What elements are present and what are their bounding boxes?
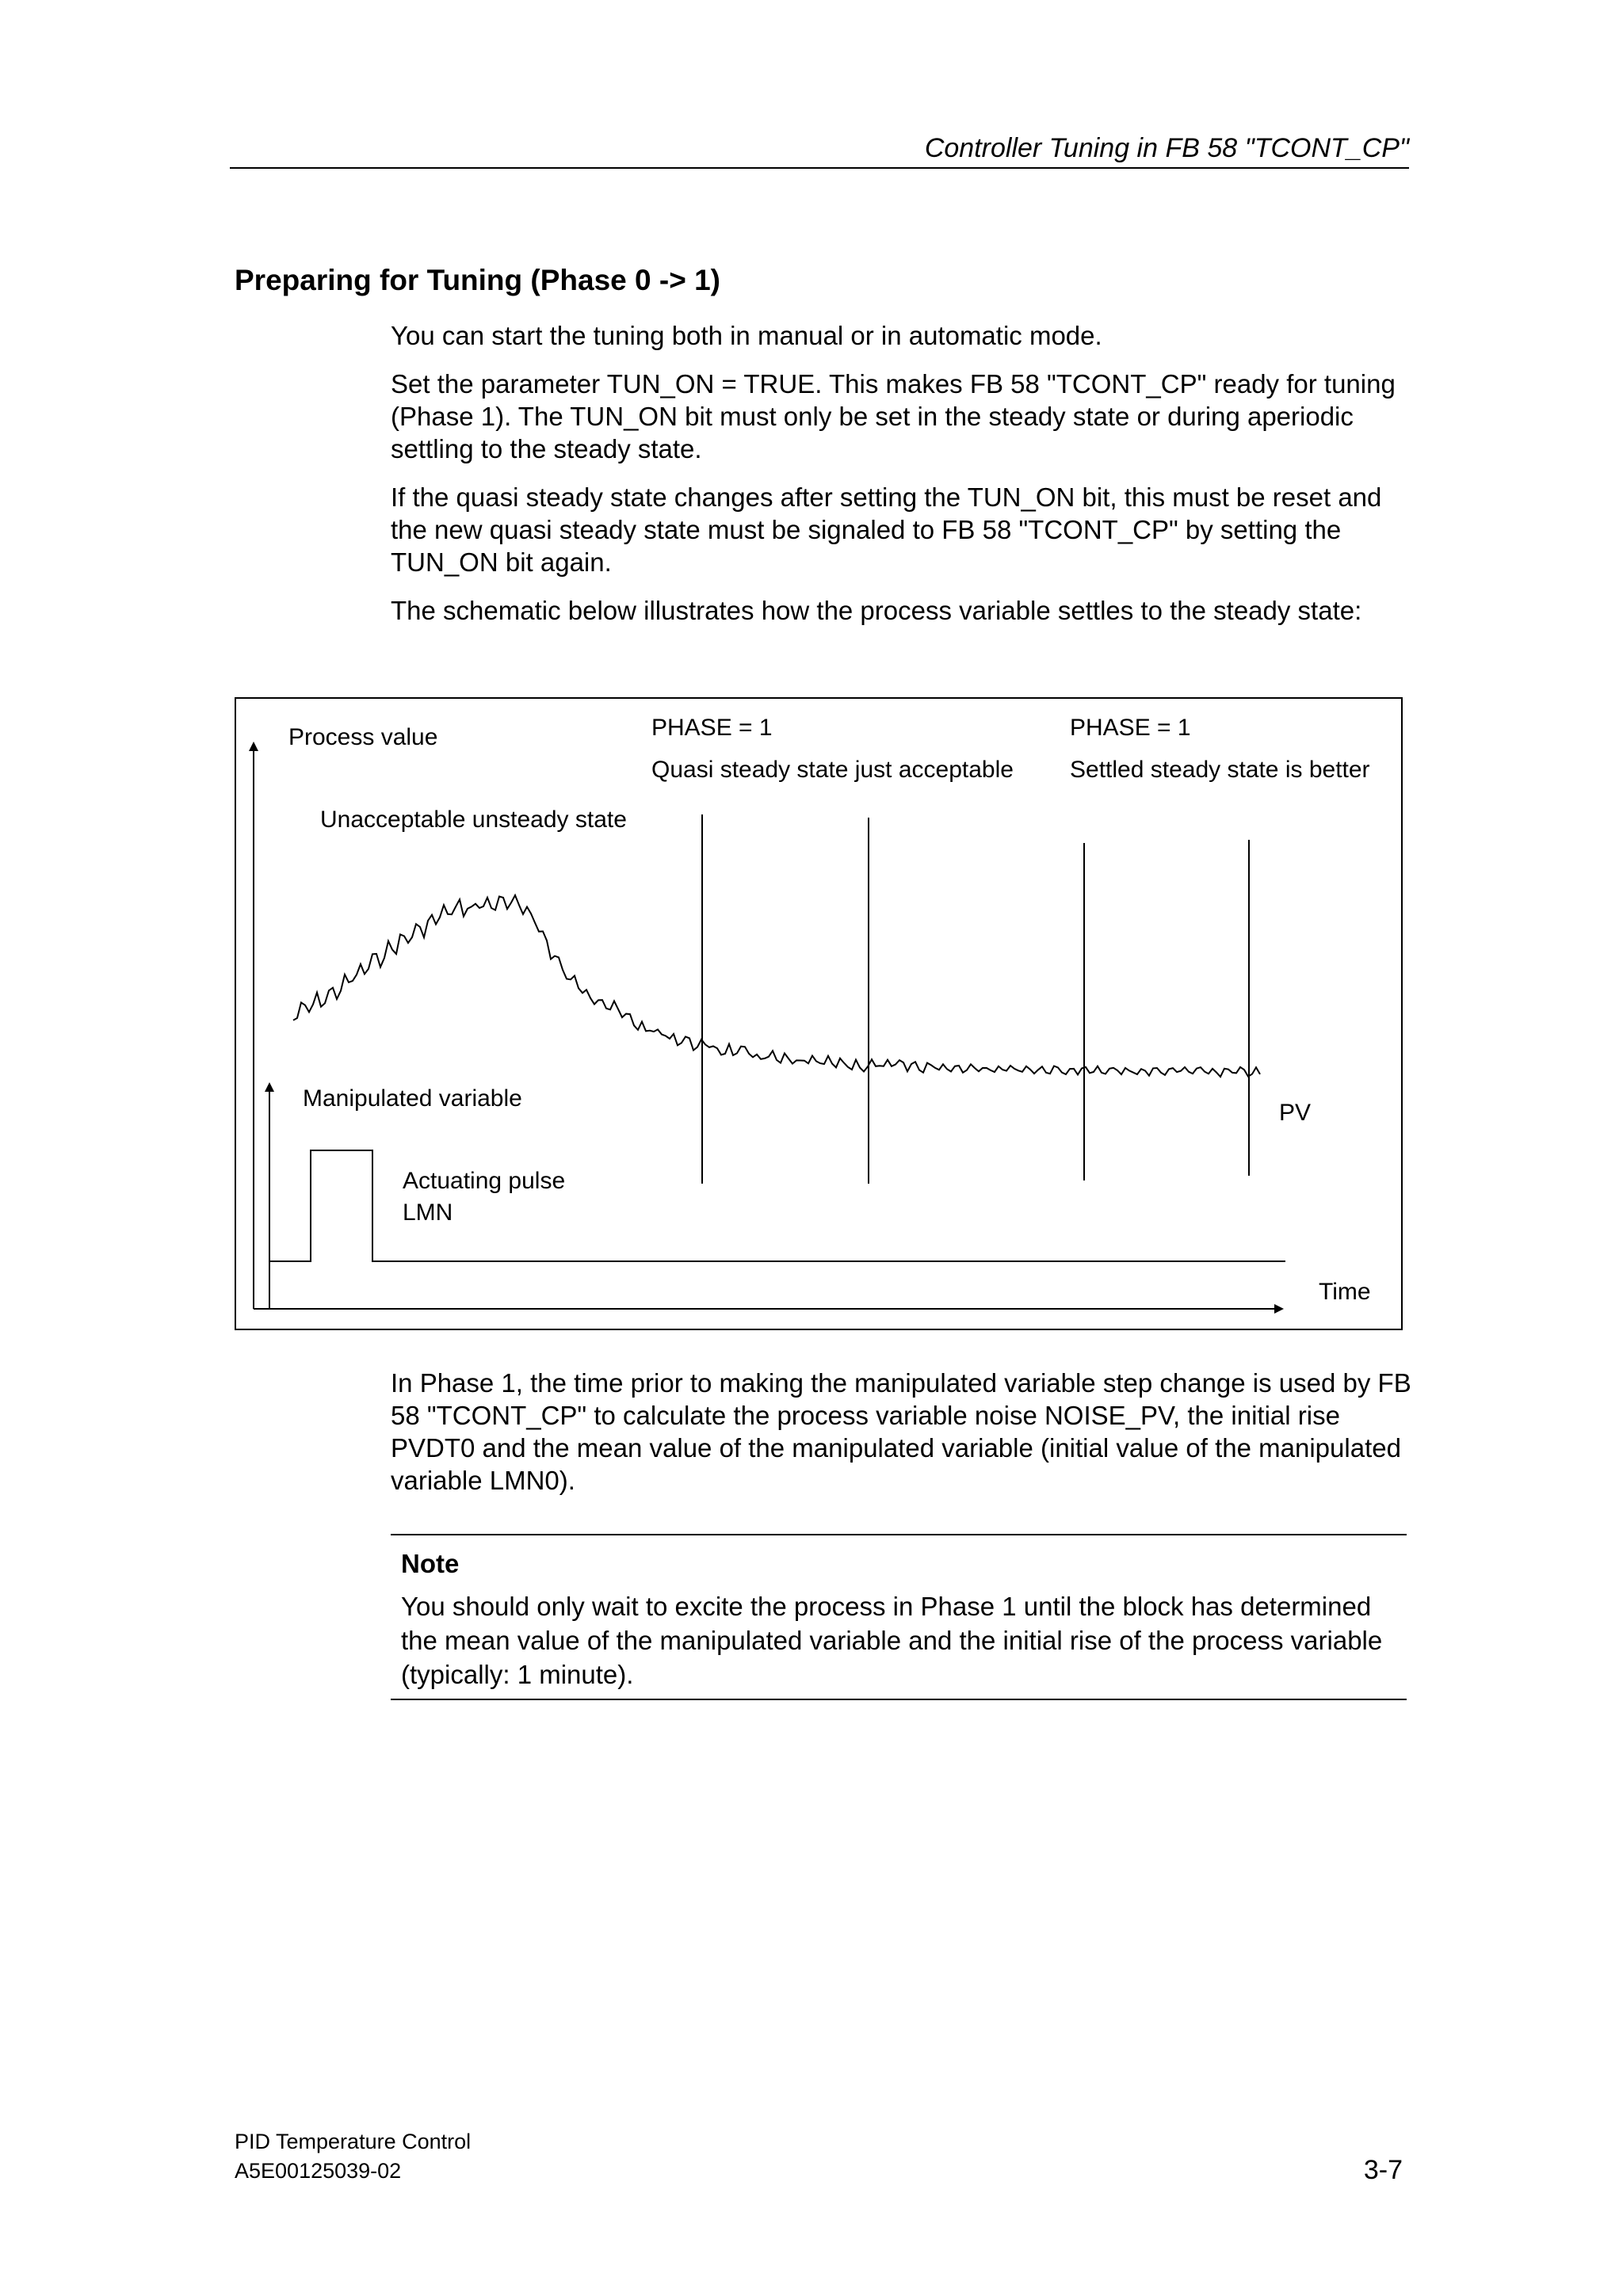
intro-text [391,319,1413,643]
explanation-paragraph [391,1367,1413,1512]
footer-doc-number: A5E00125039-02 [235,2159,402,2183]
pv-curve [293,895,1260,1077]
schematic-drawing [235,697,1403,1330]
diagram-frame [235,698,1402,1329]
time-axis-label: Time [1319,1279,1371,1305]
header-divider [230,167,1409,169]
paragraph: In Phase 1, the time prior to making the manipulated variable step change is used by FB 58 "TCONT_CP" to calculate the process variable noise NOISE_PV, the initial rise PVDT0 and the mean value of the manipulated variable (initial value of the manipulated variable LMN0). [391,1368,1411,1495]
section-title: Preparing for Tuning (Phase 0 -> 1) [235,264,720,296]
phase-label: PHASE = 1 [651,715,773,741]
paragraph: Set the parameter TUN_ON = TRUE. This makes FB 58 "TCONT_CP" ready for tuning (Phase 1). The TUN_ON bit must only be set in the steady state or during aperiodic settling to the steady state. [391,369,1396,463]
lmn-label: LMN [403,1199,453,1226]
footer-doc-title: PID Temperature Control [235,2130,472,2153]
page-number: 3-7 [1363,2155,1403,2185]
note-title: Note [401,1549,460,1578]
settled-steady-label: Settled steady state is better [1070,757,1370,783]
note-text: You should only wait to excite the process in Phase 1 until the block has determined the mean value of the manipulated variable and the initial rise of the process variable (typically: 1 minute). [401,1592,1383,1689]
note-divider-top [391,1534,1407,1535]
paragraph: You can start the tuning both in manual or in automatic mode. [391,321,1102,350]
tuning-schematic [235,697,1403,1330]
manipulated-variable-label: Manipulated variable [303,1085,522,1112]
process-value-label: Process value [288,724,438,750]
pv-label: PV [1279,1100,1312,1126]
page-header-title: Controller Tuning in FB 58 "TCONT_CP" [924,133,1409,163]
note-divider-bottom [391,1699,1407,1700]
paragraph: The schematic below illustrates how the process variable settles to the steady state: [391,596,1362,625]
unsteady-state-label: Unacceptable unsteady state [320,807,627,833]
actuating-pulse-label: Actuating pulse [403,1168,566,1194]
quasi-steady-label: Quasi steady state just acceptable [651,757,1014,783]
footer-document-info [235,2127,471,2186]
phase-label: PHASE = 1 [1070,715,1191,741]
paragraph: If the quasi steady state changes after setting the TUN_ON bit, this must be reset and the new quasi steady state must be signaled to FB 58 "TCONT_CP" by setting the TUN_ON bit again. [391,482,1382,577]
